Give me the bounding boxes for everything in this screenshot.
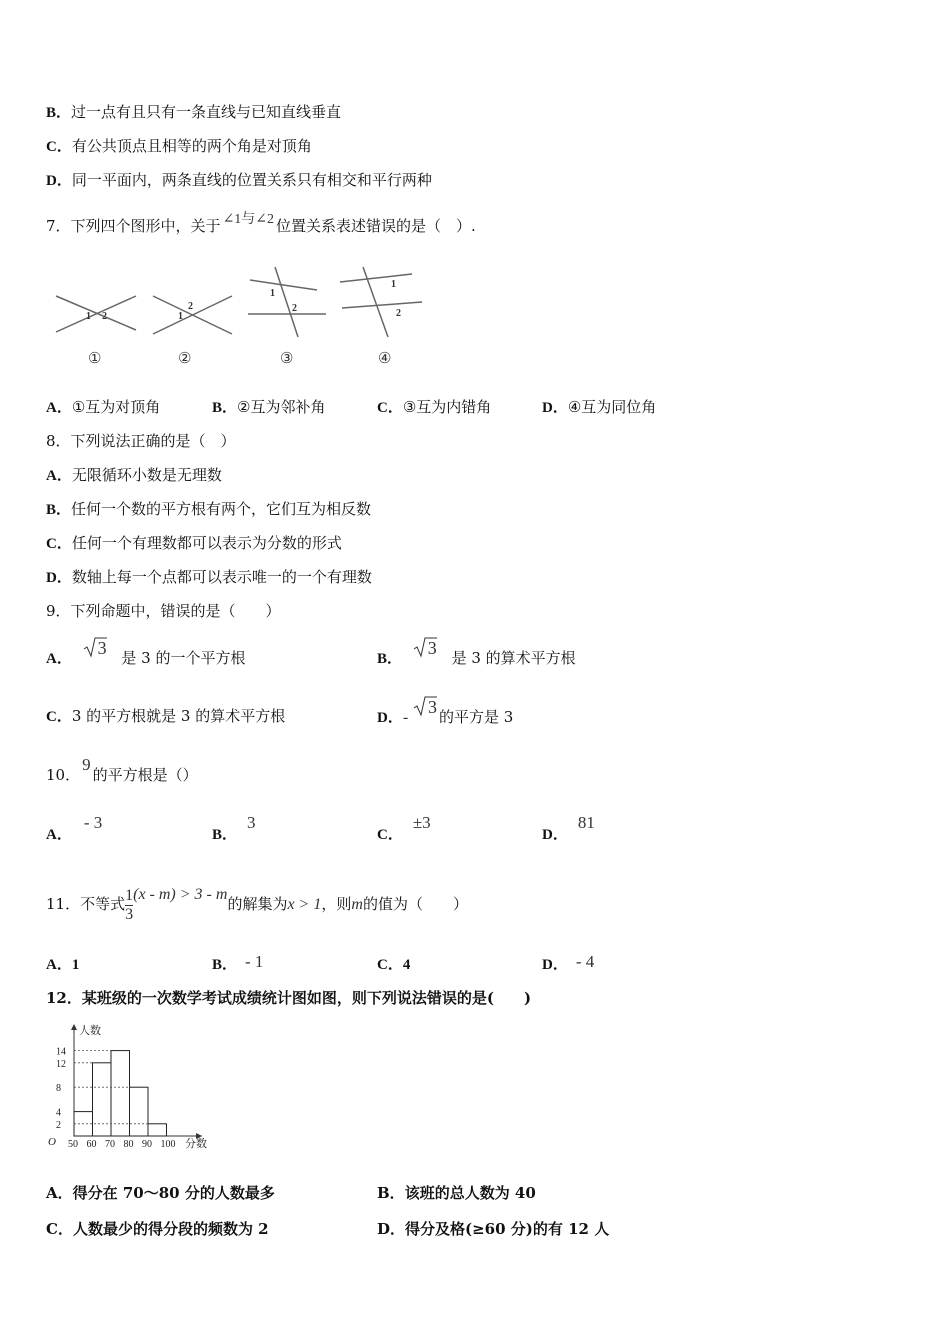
- radicand: 3: [427, 697, 437, 717]
- q8-option-c: [46, 533, 342, 554]
- angle-2-label: 2: [102, 311, 107, 322]
- y-tick-label: 4: [56, 1107, 61, 1119]
- question-number: 9．: [46, 602, 71, 620]
- option-text: 是 3 的算术平方根: [451, 649, 576, 667]
- option-label: A．: [46, 400, 72, 416]
- option-label: D．: [46, 173, 72, 189]
- question-text: 的解集为: [227, 895, 288, 913]
- option-label: C．: [46, 139, 72, 155]
- fraction-numerator: 1: [125, 886, 134, 904]
- question-text: 下列说法正确的是（ ）: [70, 432, 236, 450]
- question-text: 位置关系表述错误的是（ ）.: [276, 217, 476, 235]
- q9-option-d: [377, 697, 514, 728]
- q10-option-d: [542, 813, 595, 845]
- q12-option-d: [377, 1219, 609, 1239]
- y-axis-arrow: [71, 1024, 77, 1030]
- x-tick-label: 70: [105, 1139, 115, 1150]
- q11-option-c: [377, 954, 410, 975]
- option-label: D．: [542, 827, 568, 843]
- fraction-denominator: 3: [125, 905, 134, 923]
- x-axis-label: 分数: [185, 1138, 207, 1150]
- q9-option-b: [377, 638, 576, 669]
- q12-stem: [46, 988, 531, 1008]
- question-text: 不等式: [80, 895, 126, 913]
- option-value: 1: [71, 957, 80, 973]
- option-value: 3: [247, 813, 256, 832]
- option-label: A．: [46, 651, 72, 667]
- q9-stem: [46, 601, 281, 621]
- option-text: 同一平面内，两条直线的位置关系只有相交和平行两种: [71, 171, 432, 189]
- histogram-bar: [111, 1051, 130, 1136]
- option-text: ④互为同位角: [567, 398, 657, 416]
- q12-option-b: [377, 1183, 536, 1203]
- option-label: B．: [46, 502, 72, 518]
- histogram-bar: [148, 1124, 167, 1136]
- q11-option-b: [212, 954, 263, 975]
- option-label: C．: [46, 709, 72, 725]
- q10-option-b: [212, 813, 256, 845]
- option-label: D．: [46, 570, 72, 586]
- q7-option-d: [542, 397, 656, 418]
- option-label: D．: [542, 957, 568, 973]
- figure-2-label: ②: [178, 351, 192, 367]
- option-label: B．: [377, 651, 403, 667]
- option-value: - 4: [575, 952, 595, 971]
- q9-option-c: [46, 706, 285, 727]
- x-tick-label: 50: [68, 1139, 78, 1150]
- q7-stem: [46, 212, 476, 238]
- q7-option-a: [46, 397, 160, 418]
- option-label: B．: [46, 105, 72, 121]
- q10-option-a: [46, 813, 103, 845]
- q8-option-d: [46, 567, 372, 588]
- histogram-bar: [93, 1063, 112, 1136]
- angle-1-label: 1: [86, 311, 91, 322]
- option-value: - 3: [83, 813, 103, 832]
- figure-3-label: ③: [280, 351, 294, 367]
- q8-option-b: [46, 499, 371, 520]
- y-tick-label: 8: [56, 1083, 61, 1095]
- angle-expression: ∠1与∠2: [222, 212, 275, 227]
- q12-option-c: [46, 1219, 269, 1239]
- option-text: 的平方是 3: [438, 708, 514, 726]
- q11-stem: [46, 880, 468, 929]
- y-tick-label: 14: [56, 1046, 66, 1058]
- origin-label: O: [48, 1136, 56, 1148]
- option-label: B．: [377, 1184, 405, 1202]
- q7-figures: [50, 262, 490, 377]
- x-tick-label: 100: [160, 1139, 176, 1150]
- option-label: B．: [212, 957, 238, 973]
- option-value: ±3: [412, 813, 431, 832]
- solution-set: x > 1: [287, 896, 322, 913]
- question-text: 下列四个图形中，关于: [70, 217, 221, 235]
- question-text: 的值为（ ）: [362, 895, 468, 913]
- option-label: D．: [542, 400, 568, 416]
- expr-9: 9: [82, 755, 91, 774]
- x-tick-label: 60: [86, 1139, 97, 1150]
- option-label: D．: [377, 710, 403, 726]
- question-number: 11．: [46, 895, 81, 913]
- option-text: 数轴上每一个点都可以表示唯一的一个有理数: [71, 568, 372, 586]
- question-text: 的平方根是（）: [92, 766, 198, 784]
- q11-option-a: [46, 954, 79, 975]
- y-tick-label: 12: [56, 1058, 66, 1070]
- option-label: C．: [46, 536, 72, 552]
- option-label: A．: [46, 468, 72, 484]
- option-text: 得分在 70～80 分的人数最多: [72, 1184, 275, 1202]
- q12-option-a: [46, 1183, 275, 1203]
- option-text: 得分及格(≥60 分)的有 12 人: [405, 1220, 610, 1238]
- option-text: 人数最少的得分段的频数为 2: [72, 1220, 269, 1238]
- option-text: 3 的平方根就是 3 的算术平方根: [71, 707, 286, 725]
- option-text: 是 3 的一个平方根: [121, 649, 246, 667]
- variable-m: m: [351, 896, 363, 913]
- q6-option-b: [46, 102, 341, 123]
- option-text: 任何一个有理数都可以表示为分数的形式: [71, 534, 342, 552]
- option-text: 有公共顶点且相等的两个角是对顶角: [71, 137, 312, 155]
- radicand: 3: [427, 638, 437, 658]
- x-tick-label: 80: [123, 1139, 134, 1150]
- fraction-one-third: [125, 887, 133, 924]
- figure-4-label: ④: [378, 351, 392, 367]
- question-text: ，则: [321, 895, 352, 913]
- q6-option-d: [46, 170, 432, 191]
- option-label: C．: [377, 400, 403, 416]
- option-label: B．: [212, 827, 238, 843]
- q7-option-b: [212, 397, 325, 418]
- q7-option-c: [377, 397, 491, 418]
- question-number: 7．: [46, 217, 71, 235]
- option-text: 过一点有且只有一条直线与已知直线垂直: [71, 103, 342, 121]
- option-label: C．: [377, 827, 403, 843]
- inequality-expr: (x - m) > 3 - m: [133, 886, 228, 903]
- sqrt-3: [415, 697, 437, 717]
- y-tick-label: 2: [56, 1119, 61, 1131]
- option-label: C．: [46, 1220, 73, 1238]
- q8-option-a: [46, 465, 222, 486]
- option-value: - 1: [245, 952, 264, 971]
- score-histogram: [42, 1018, 212, 1158]
- figure-1-label: ①: [88, 351, 102, 367]
- question-text: 下列命题中，错误的是（ ）: [70, 602, 281, 620]
- y-axis-label: 人数: [79, 1025, 101, 1037]
- option-value: 4: [402, 957, 411, 973]
- option-text: 任何一个数的平方根有两个，它们互为相反数: [71, 500, 372, 518]
- q10-stem: [46, 755, 198, 785]
- option-text: 无限循环小数是无理数: [71, 466, 222, 484]
- option-text: ②互为邻补角: [237, 398, 326, 416]
- q6-option-c: [46, 136, 312, 157]
- x-tick-label: 90: [142, 1139, 152, 1150]
- radicand: 3: [97, 638, 107, 658]
- option-label: A．: [46, 827, 72, 843]
- option-label: A．: [46, 1184, 73, 1202]
- q9-option-a: [46, 638, 246, 669]
- option-label: D．: [377, 1220, 406, 1238]
- q8-stem: [46, 431, 236, 451]
- option-value: 81: [577, 813, 595, 832]
- sqrt-3: [415, 638, 437, 658]
- option-text: ①互为对顶角: [71, 398, 161, 416]
- option-text: 该班的总人数为 40: [404, 1184, 536, 1202]
- option-label: B．: [212, 400, 238, 416]
- histogram-bar: [130, 1087, 149, 1136]
- option-label: A．: [46, 957, 72, 973]
- sqrt-3: [85, 638, 107, 658]
- option-label: C．: [377, 957, 403, 973]
- question-number: 12．: [46, 989, 82, 1007]
- question-number: 8．: [46, 432, 71, 450]
- q10-option-c: [377, 813, 431, 845]
- angle-2-label: 2: [396, 308, 401, 319]
- question-number: 10．: [46, 766, 81, 784]
- minus-sign: -: [402, 709, 409, 726]
- angle-2-label: 2: [188, 301, 193, 312]
- angle-2-label: 2: [292, 303, 297, 314]
- option-text: ③互为内错角: [402, 398, 492, 416]
- question-text: 某班级的一次数学考试成绩统计图如图，则下列说法错误的是( ): [81, 989, 532, 1007]
- angle-1-label: 1: [270, 288, 275, 299]
- angle-1-label: 1: [178, 311, 183, 322]
- angle-1-label: 1: [391, 279, 396, 290]
- q11-option-d: [542, 954, 594, 975]
